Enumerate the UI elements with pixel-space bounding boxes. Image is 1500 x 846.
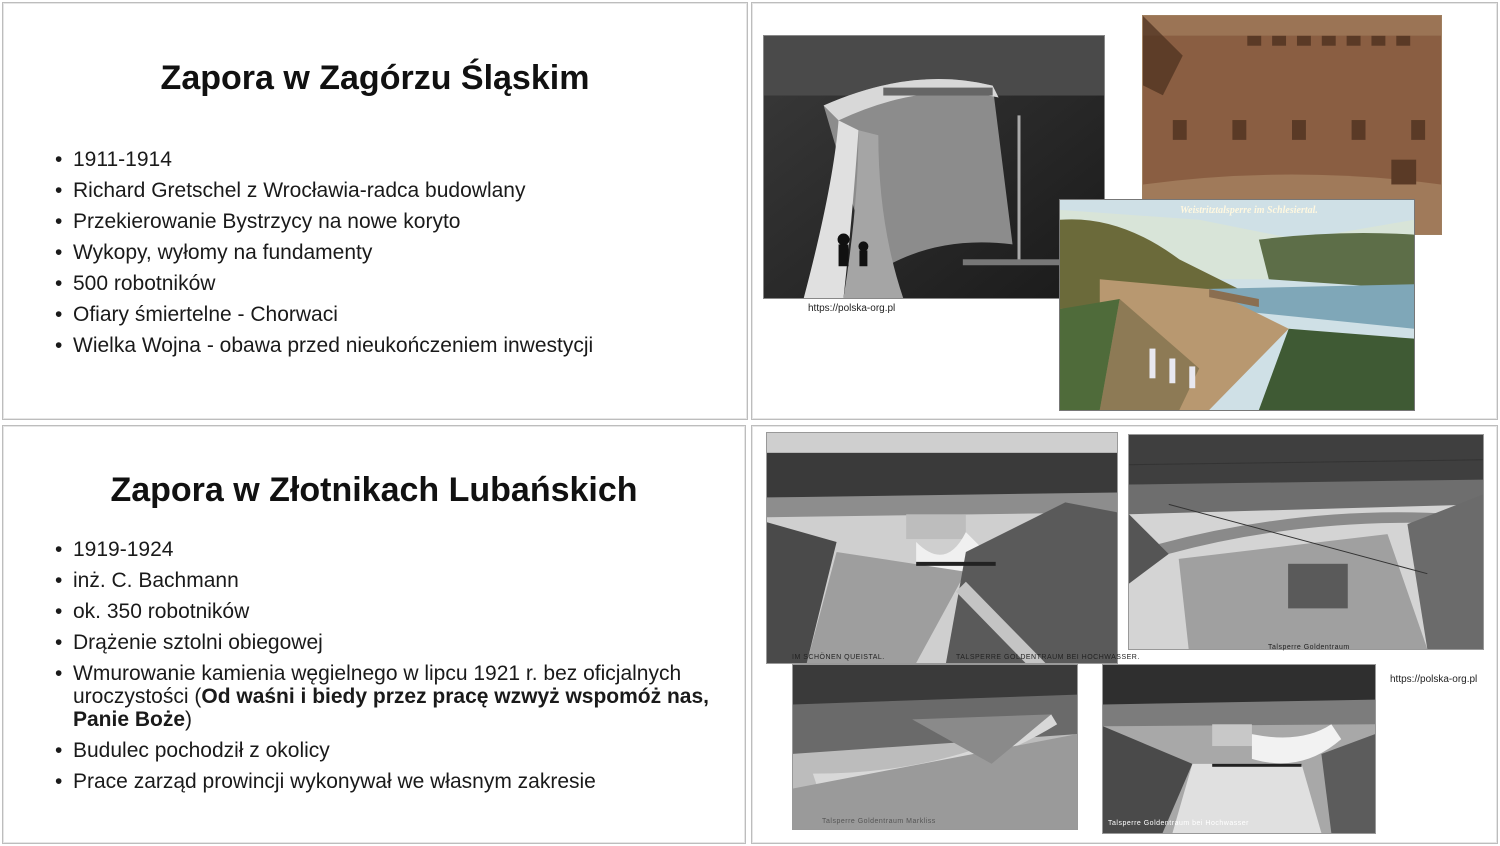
list-item: • ok. 350 robotników — [55, 600, 735, 623]
slide-title: Zapora w Złotnikach Lubańskich — [110, 471, 638, 509]
list-item: • Prace zarząd prowincji wykonywał we własnym zakresie — [55, 770, 735, 793]
list-item: • Budulec pochodził z okolicy — [55, 739, 735, 762]
source-credit: https://polska-org.pl — [1390, 674, 1478, 685]
photo-caption: Talsperre Goldentraum Markliss — [822, 818, 936, 825]
list-item: • Ofiary śmiertelne - Chorwaci — [55, 299, 735, 330]
list-item: • 1911-1914 — [55, 144, 735, 175]
list-item: • Wykopy, wyłomy na fundamenty — [55, 237, 735, 268]
slide-zagorze — [2, 2, 748, 420]
list-item — [55, 662, 735, 731]
slide-zagorze-photos — [751, 2, 1498, 420]
spillway-flood-photo — [1102, 664, 1376, 834]
dam-postcard-color — [1059, 199, 1415, 411]
bullet-text: Wmurowanie kamienia węgielnego w lipcu 1921 r. bez oficjalnych uroczystości ( — [73, 662, 682, 708]
dam-aerial-photo — [792, 664, 1078, 830]
slide-zlotniki-photos — [751, 425, 1498, 844]
dam-construction-photo — [1128, 434, 1484, 650]
source-credit: https://polska-org.pl — [808, 303, 896, 314]
dam-photo-bw — [763, 35, 1105, 299]
bullet-list — [55, 538, 735, 801]
photo-caption: TALSPERRE GOLDENTRAUM BEI HOCHWASSER. — [956, 654, 1140, 661]
spillway-photo — [766, 432, 1118, 664]
slide-title: Zapora w Zagórzu Śląskim — [160, 59, 590, 97]
photo-caption: IM SCHÖNEN QUEISTAL. — [792, 654, 885, 661]
list-item: • 500 robotników — [55, 268, 735, 299]
photo-caption: Talsperre Goldentraum — [1268, 644, 1350, 651]
bullet-text: ) — [185, 708, 193, 731]
list-item: • 1919-1924 — [55, 538, 735, 561]
list-item: • inż. C. Bachmann — [55, 569, 735, 592]
slide-zlotniki — [2, 425, 746, 844]
list-item: • Richard Gretschel z Wrocławia-radca budowlany — [55, 175, 735, 206]
bullet-list — [55, 144, 735, 361]
photo-caption: Talsperre Goldentraum bei Hochwasser — [1108, 820, 1249, 827]
list-item: • Drążenie sztolni obiegowej — [55, 631, 735, 654]
postcard-title: Weistritztalsperre im Schlesiertal. — [1180, 205, 1318, 216]
list-item: • Przekierowanie Bystrzycy na nowe koryto — [55, 206, 735, 237]
list-item: • Wielka Wojna - obawa przed nieukończeniem inwestycji — [55, 330, 735, 361]
motto-text: Od waśni i biedy przez pracę wzwyż wspomóż nas, Panie Boże — [73, 685, 709, 731]
